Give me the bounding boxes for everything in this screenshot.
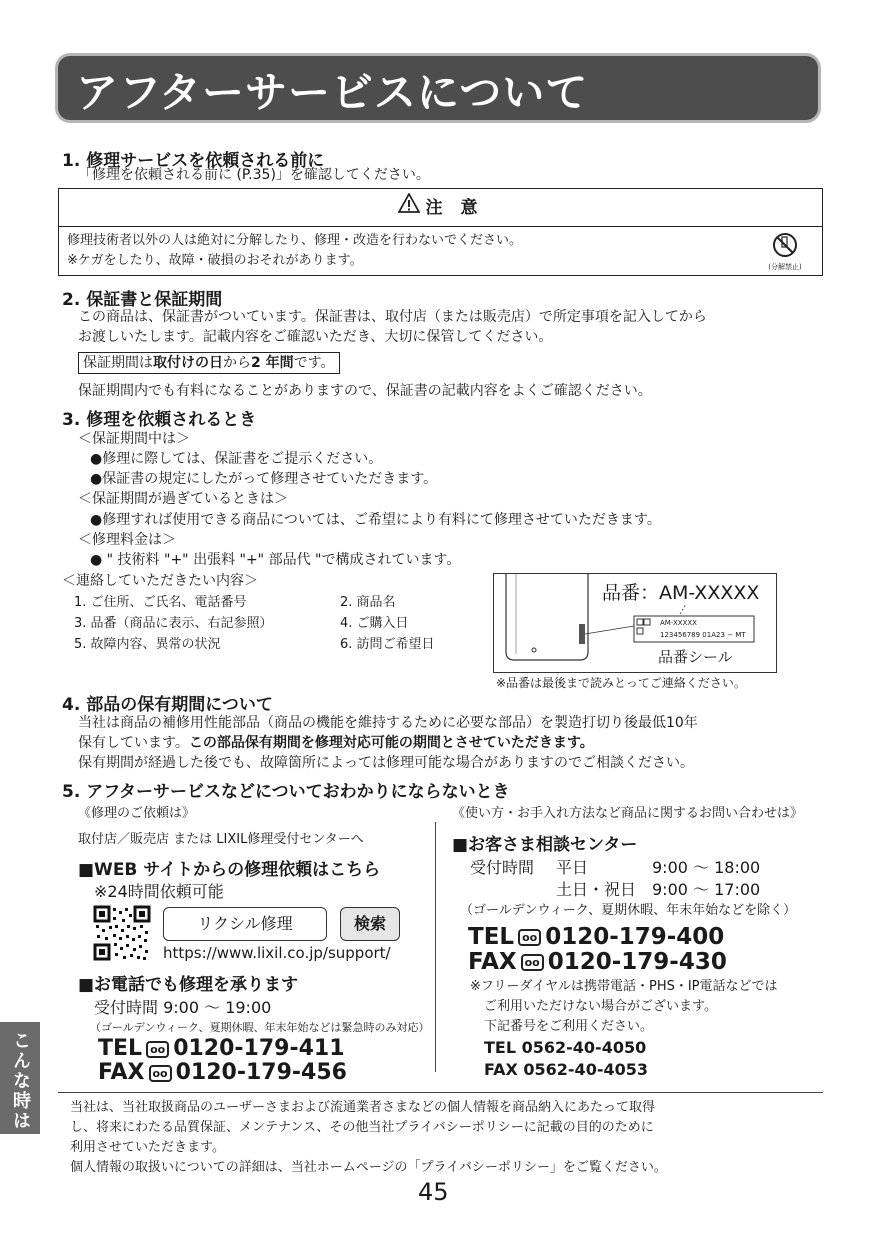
warranty-period-box	[78, 352, 340, 374]
no-disassembly-icon	[765, 231, 805, 271]
section-4-para-2	[78, 733, 594, 753]
product-figure	[493, 573, 777, 673]
repair-line: 取付店／販売店 または LIXIL修理受付センターへ	[78, 832, 364, 847]
search-button[interactable]: 検索	[340, 907, 400, 941]
repair-fax	[98, 1060, 347, 1085]
center-hours-label: 受付時間	[470, 858, 535, 877]
privacy-line-2: し、将来にわたる品質保証、メンテナンス、その他当社プライバシーポリシーに記載の目的のために	[70, 1120, 654, 1135]
warranty-text-b: 取付けの日	[153, 355, 223, 371]
section-2-para-2: お渡しいたします。記載内容をご確認いただき、大切に保管してください。	[78, 329, 553, 345]
s3-line-3: ●保証書の規定にしたがって修理させていただきます。	[90, 471, 438, 487]
warranty-text-a: 保証期間は	[83, 355, 153, 371]
center-fax-number: 0120-179-430	[547, 949, 727, 975]
page-title: アフターサービスについて	[76, 68, 589, 117]
section-1-heading: 1. 修理サービスを依頼される前に	[62, 151, 325, 171]
contact-item-4: 4. ご購入日	[340, 616, 409, 631]
column-divider	[435, 822, 436, 1072]
title-banner	[58, 56, 818, 120]
section-5-heading: 5. アフターサービスなどについておわかりにならないとき	[62, 782, 510, 802]
inquiry-sub: 《使い方・お手入れ方法など商品に関するお問い合わせは》	[452, 806, 804, 821]
weekday-time: 9:00 〜 18:00	[652, 858, 761, 877]
privacy-line-1: 当社は、当社取扱商品のユーザーさまおよび流通業者さまなどの個人情報を商品納入にあたって取得	[70, 1100, 656, 1115]
section-3-heading: 3. 修理を依頼されるとき	[62, 410, 257, 430]
qr-code-icon	[93, 905, 151, 965]
section-2-para-1: この商品は、保証書がついています。保証書は、取付店（または販売店）で所定事項を記入してから	[78, 309, 707, 325]
web-heading: ■WEB サイトからの修理依頼はこちら	[78, 860, 381, 880]
repair-fax-number: 0120-179-456	[175, 1060, 347, 1085]
repair-fax-label: FAX	[98, 1060, 145, 1085]
center-heading: ■お客さま相談センター	[452, 835, 638, 855]
caution-line-1: 修理技術者以外の人は絶対に分解したり、修理・改造を行わないでください。	[67, 233, 523, 248]
section-4-para-1: 当社は商品の補修用性能部品（商品の機能を維持するために必要な部品）を製造打切り後最低10年	[78, 715, 698, 731]
s3-line-6: ＜修理料金は＞	[78, 532, 176, 548]
phone-heading: ■お電話でも修理を承ります	[78, 975, 299, 995]
page-number: 45	[418, 1178, 449, 1206]
label-serial: 123456789 01A23 − MT	[660, 631, 746, 639]
web-note: ※24時間依頼可能	[94, 882, 224, 901]
figure-caption: 品番シール	[658, 648, 733, 666]
section-2-para-3: 保証期間内でも有料になることがありますので、保証書の記載内容をよくご確認ください。	[78, 383, 652, 399]
warranty-text-d: 2 年間	[251, 355, 294, 371]
caution-line-2: ※ケガをしたり、故障・破損のおそれがあります。	[67, 253, 363, 268]
no-disassembly-label: (分解禁止)	[768, 263, 802, 271]
s3-line-2: ●修理に際しては、保証書をご提示ください。	[90, 451, 383, 467]
phone-hours-note: （ゴールデンウィーク、夏期休暇、年末年始などは緊急時のみ対応）	[90, 1021, 430, 1034]
contact-item-2: 2. 商品名	[340, 595, 396, 610]
section-1-text: 「修理を依頼される前に (P.35)」を確認してください。	[78, 167, 430, 183]
contact-item-6: 6. 訪問ご希望日	[340, 637, 435, 652]
weekend-label: 土日・祝日	[556, 880, 637, 899]
warranty-text-e: です。	[293, 355, 335, 371]
section-4-heading: 4. 部品の保有期間について	[62, 695, 273, 715]
caution-box	[58, 188, 823, 276]
contact-item-3: 3. 品番（商品に表示、右記参照）	[74, 616, 273, 631]
free-dial-icon: oo	[521, 954, 544, 971]
s3-line-1: ＜保証期間中は＞	[78, 431, 190, 447]
repair-tel	[98, 1036, 345, 1061]
s4-p2b: この部品保有期間を修理対応可能の期間とさせていただきます。	[188, 735, 594, 751]
s3-line-4: ＜保証期間が過ぎているときは＞	[78, 491, 288, 507]
search-input[interactable]: リクシル修理	[163, 907, 327, 941]
s3-line-8: ＜連絡していただきたい内容＞	[62, 573, 258, 589]
center-tel-number: 0120-179-400	[545, 924, 725, 950]
repair-tel-number: 0120-179-411	[173, 1036, 345, 1061]
free-dial-note-3: 下記番号をご利用ください。	[484, 1019, 654, 1034]
weekday-label: 平日	[556, 858, 589, 877]
warranty-text-c: から	[223, 355, 251, 371]
phone-hours: 受付時間 9:00 〜 19:00	[94, 998, 272, 1017]
free-dial-note-2: ご利用いただけない場合がございます。	[484, 999, 717, 1014]
center-fax-label: FAX	[468, 949, 517, 975]
weekend-time: 9:00 〜 17:00	[652, 880, 761, 899]
s4-p2a: 保有しています。	[78, 735, 189, 751]
repair-sub: 《修理のご依頼は》	[78, 806, 196, 821]
contact-item-1: 1. ご住所、ご氏名、電話番号	[74, 595, 247, 610]
center-fax	[468, 949, 727, 975]
free-dial-icon: oo	[149, 1065, 172, 1082]
center-hours-note: （ゴールデンウィーク、夏期休暇、年末年始などを除く）	[460, 903, 797, 918]
caution-title: 注 意	[425, 198, 484, 218]
repair-tel-label: TEL	[98, 1036, 143, 1061]
privacy-line-3: 利用させていただきます。	[70, 1140, 225, 1155]
caution-header	[59, 189, 822, 227]
section-2-heading: 2. 保証書と保証期間	[62, 290, 223, 310]
center-tel-label: TEL	[468, 924, 515, 950]
warning-icon	[398, 189, 420, 227]
label-model: AM-XXXXX	[660, 619, 697, 627]
s3-line-7: ● " 技術料 "+" 出張料 "+" 部品代 "で構成されています。	[90, 552, 461, 568]
free-dial-note-1: ※フリーダイヤルは携帯電話・PHS・IP電話などでは	[470, 979, 778, 994]
center-fax-2: FAX 0562-40-4053	[484, 1060, 648, 1079]
s3-line-5: ●修理すれば使用できる商品については、ご希望により有料にて修理させていただきます。	[90, 512, 661, 528]
center-tel	[468, 924, 724, 950]
privacy-line-4: 個人情報の取扱いについての詳細は、当社ホームページの「プライバシーポリシー」をご覧ください。	[70, 1160, 667, 1175]
figure-model-number: 品番：AM-XXXXX	[602, 582, 760, 604]
support-url[interactable]: https://www.lixil.co.jp/support/	[163, 944, 391, 962]
footer-divider	[58, 1092, 823, 1093]
contact-item-5: 5. 故障内容、異常の状況	[74, 637, 221, 652]
center-tel-2: TEL 0562-40-4050	[484, 1038, 647, 1057]
side-tab[interactable]: こんな時は	[0, 1022, 40, 1134]
free-dial-icon: oo	[146, 1041, 169, 1058]
free-dial-icon: oo	[518, 929, 541, 946]
section-4-para-3: 保有期間が経過した後でも、故障箇所によっては修理可能な場合がありますのでご相談ください。	[78, 755, 694, 771]
figure-note: ※品番は最後まで読みとってご連絡ください。	[496, 676, 746, 690]
